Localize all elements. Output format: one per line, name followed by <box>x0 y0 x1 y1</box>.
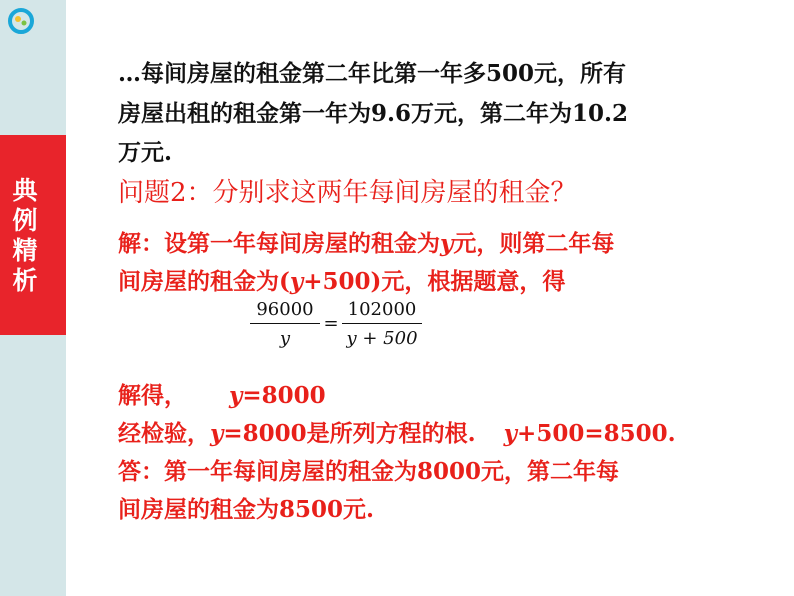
right-numerator: 102000 <box>347 299 417 320</box>
variable-y: y <box>503 420 518 447</box>
logo-icon <box>8 8 34 34</box>
fraction-equation <box>250 297 425 361</box>
solution-line-2 <box>118 263 565 296</box>
variable-y: y <box>289 268 304 295</box>
left-denominator: y <box>279 328 291 349</box>
solution-line-1 <box>118 225 614 258</box>
right-denominator: y + 500 <box>346 328 418 349</box>
problem-line-2: 房屋出租的租金第一年为9.6万元，第二年为10.2 <box>118 100 629 127</box>
solved-line <box>118 377 326 410</box>
left-fraction <box>250 297 320 352</box>
problem-line-3: 万元. <box>118 139 173 166</box>
solution-text: 解：设第一年每间房屋的租金为 <box>118 230 440 257</box>
question-text: 问题2：分别求这两年每间房屋的租金？ <box>118 178 577 208</box>
answer-line-2: 间房屋的租金为8500元. <box>118 496 375 523</box>
variable-y: y <box>229 382 243 409</box>
check-text: =8000是所列方程的根. <box>223 420 476 447</box>
variable-y: y <box>440 230 454 257</box>
solution-text: +500)元，根据题意，得 <box>303 268 566 295</box>
solved-value: =8000 <box>242 382 326 409</box>
solution-text: 元，则第二年每 <box>453 230 615 257</box>
section-tag-label: 典例精析 <box>12 176 38 295</box>
right-fraction <box>342 297 422 352</box>
check-text: 经检验， <box>118 420 210 447</box>
solved-label: 解得， <box>118 382 187 409</box>
equals-sign: = <box>323 313 339 334</box>
answer-line-1: 答：第一年每间房屋的租金为8000元，第二年每 <box>118 458 620 485</box>
variable-y: y <box>210 420 224 447</box>
left-numerator: 96000 <box>256 299 314 320</box>
problem-line-1: …每间房屋的租金第二年比第一年多500元，所有 <box>118 60 627 87</box>
solution-text: 间房屋的租金为( <box>118 268 290 295</box>
check-text: +500=8500. <box>517 420 676 447</box>
check-line <box>118 415 676 448</box>
